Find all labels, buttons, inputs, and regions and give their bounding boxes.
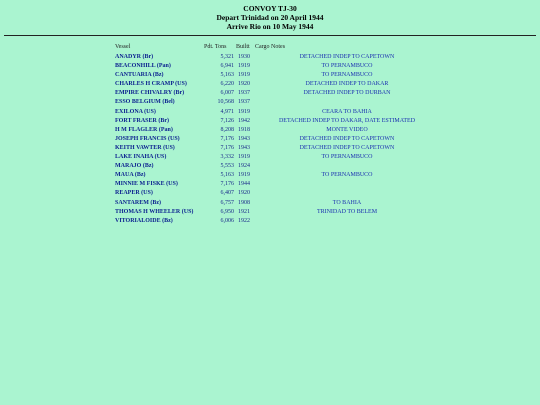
table-row xyxy=(0,162,540,171)
tonnage: 4,971 xyxy=(220,108,234,115)
vessel-name: MINNIE M FISKE (US) xyxy=(115,181,178,188)
table-row xyxy=(0,126,540,135)
vessel-name: VITORIALOIDE (Bz) xyxy=(115,217,173,224)
page-header xyxy=(0,4,540,31)
header-divider xyxy=(4,35,536,36)
table-row xyxy=(0,217,540,226)
year-built: 1937 xyxy=(238,90,250,97)
tonnage: 8,208 xyxy=(220,126,234,133)
table-row xyxy=(0,108,540,117)
year-built: 1919 xyxy=(238,63,250,70)
depart-line: Depart Trinidad on 20 April 1944 xyxy=(216,13,324,22)
column-header-notes: Cargo Notes xyxy=(255,44,286,50)
year-built: 1942 xyxy=(238,117,250,124)
vessel-name: MARAJO (Bz) xyxy=(115,163,154,170)
year-built: 1920 xyxy=(238,190,250,197)
tonnage: 6,220 xyxy=(220,81,234,88)
tonnage: 7,176 xyxy=(220,181,234,188)
tonnage: 6,007 xyxy=(220,90,234,97)
vessel-name: KEITH VAWTER (US) xyxy=(115,144,175,151)
tonnage: 7,176 xyxy=(220,135,234,142)
year-built: 1919 xyxy=(238,108,250,115)
vessel-name: SANTAREM (Bz) xyxy=(115,199,162,206)
cargo-notes: DETACHED INDEP TO DAKAR xyxy=(305,81,389,88)
year-built: 1943 xyxy=(238,144,250,151)
year-built: 1920 xyxy=(238,81,250,88)
table-row xyxy=(0,153,540,162)
cargo-notes: TO BAHIA xyxy=(332,199,362,206)
year-built: 1919 xyxy=(238,154,250,161)
table-row xyxy=(0,89,540,98)
tonnage: 6,407 xyxy=(220,190,234,197)
cargo-notes: TO PERNAMBUCO xyxy=(321,72,373,79)
vessel-name: H M FLAGLER (Pan) xyxy=(115,126,173,133)
tonnage: 6,950 xyxy=(220,208,234,215)
year-built: 1930 xyxy=(238,54,250,60)
tonnage: 3,332 xyxy=(220,154,234,161)
vessel-name: JOSEPH FRANCIS (US) xyxy=(115,135,180,142)
vessel-name: EMPIRE CHIVALRY (Br) xyxy=(115,90,185,97)
tonnage: 7,176 xyxy=(220,144,234,151)
year-built: 1919 xyxy=(238,172,250,179)
tonnage: 5,553 xyxy=(220,163,234,170)
table-row xyxy=(0,208,540,217)
year-built: 1908 xyxy=(238,199,250,206)
tonnage: 6,006 xyxy=(220,217,234,224)
table-row xyxy=(0,71,540,80)
column-header-tons: Pdt. Tons xyxy=(204,44,227,50)
table-row xyxy=(0,117,540,126)
cargo-notes: TRINIDAD TO BELEM xyxy=(316,208,378,215)
cargo-notes: DETACHED INDEP TO CAPETOWN xyxy=(299,144,395,151)
cargo-notes: DETACHED INDEP TO CAPETOWN xyxy=(299,54,395,60)
vessel-name: THOMAS H WHEELER (US) xyxy=(115,208,194,215)
cargo-notes: TO PERNAMBUCO xyxy=(321,172,373,179)
table-row xyxy=(0,180,540,189)
column-header-vessel: Vessel xyxy=(115,44,131,50)
convoy-table xyxy=(0,53,540,226)
year-built: 1918 xyxy=(238,126,250,133)
vessel-name: EXILONA (US) xyxy=(115,108,156,115)
tonnage: 6,757 xyxy=(220,199,234,206)
cargo-notes: DETACHED INDEP TO DURBAN xyxy=(303,90,391,97)
vessel-name: REAPER (US) xyxy=(115,190,153,197)
vessel-name: CHARLES H CRAMP (US) xyxy=(115,81,187,88)
vessel-name: LAKE INAHA (US) xyxy=(115,154,167,161)
table-row xyxy=(0,53,540,62)
table-row xyxy=(0,171,540,180)
convoy-title: CONVOY TJ-30 xyxy=(243,4,297,13)
year-built: 1921 xyxy=(238,208,250,215)
tonnage: 5,163 xyxy=(220,172,234,179)
vessel-name: CANTUARIA (Bz) xyxy=(115,72,164,79)
year-built: 1944 xyxy=(238,181,250,188)
cargo-notes: TO PERNAMBUCO xyxy=(321,63,373,70)
vessel-name: FORT FRASER (Br) xyxy=(115,117,170,124)
table-row xyxy=(0,135,540,144)
vessel-name: MAUA (Bz) xyxy=(115,172,146,179)
tonnage: 5,321 xyxy=(220,54,234,60)
year-built: 1937 xyxy=(238,99,250,106)
year-built: 1943 xyxy=(238,135,250,142)
vessel-name: BEACONHILL (Pan) xyxy=(115,63,171,70)
table-row xyxy=(0,189,540,198)
tonnage: 6,941 xyxy=(220,63,234,70)
column-header-built: Builtt xyxy=(236,44,250,50)
cargo-notes: DETACHED INDEP TO DAKAR, DATE ESTIMATED xyxy=(278,117,416,124)
tonnage: 10,568 xyxy=(217,99,234,106)
cargo-notes: CEARA TO BAHIA xyxy=(322,108,372,115)
table-row xyxy=(0,80,540,89)
tonnage: 5,163 xyxy=(220,72,234,79)
year-built: 1922 xyxy=(238,217,250,224)
vessel-name: ANADYR (Br) xyxy=(115,54,154,60)
table-row xyxy=(0,62,540,71)
table-row xyxy=(0,144,540,153)
cargo-notes: DETACHED INDEP TO CAPETOWN xyxy=(299,135,395,142)
table-row xyxy=(0,199,540,208)
year-built: 1919 xyxy=(238,72,250,79)
vessel-name: ESSO BELGIUM (Bel) xyxy=(115,99,175,106)
tonnage: 7,126 xyxy=(220,117,234,124)
arrive-line: Arrive Rio on 10 May 1944 xyxy=(226,22,314,31)
cargo-notes: TO PERNAMBUCO xyxy=(321,154,373,161)
year-built: 1924 xyxy=(238,163,250,170)
cargo-notes: MONTE VIDEO xyxy=(326,126,368,133)
table-row xyxy=(0,98,540,107)
